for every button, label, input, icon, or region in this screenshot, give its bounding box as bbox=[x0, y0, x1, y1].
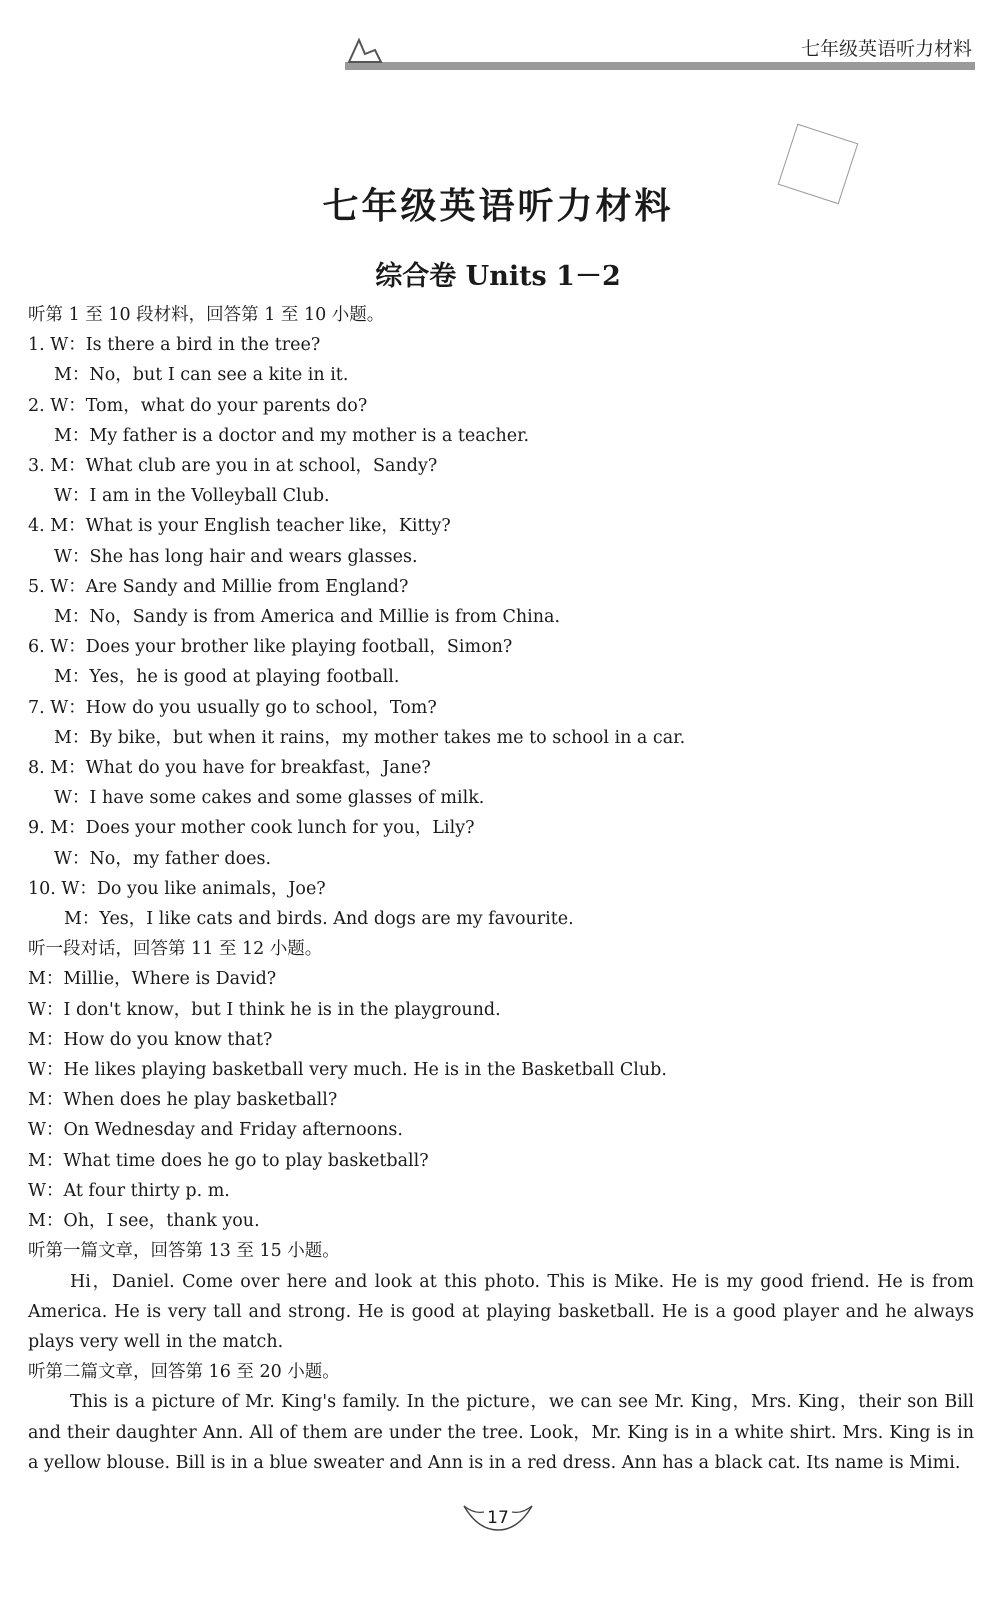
header-band bbox=[345, 62, 975, 70]
dialogue-question: 9. M：Does your mother cook lunch for you，Lily? bbox=[28, 818, 475, 839]
dialogue-answer: M：My father is a doctor and my mother is a teacher. bbox=[54, 425, 530, 446]
conversation-line: M：What time does he go to play basketball? bbox=[28, 1150, 429, 1171]
dialogue-answer: M：Yes，I like cats and birds. And dogs are my favourite. bbox=[64, 909, 574, 930]
conversation-line: M：Millie，Where is David? bbox=[28, 969, 277, 990]
dialogue-question: 4. M：What is your English teacher like，Kitty? bbox=[28, 516, 451, 537]
section-heading: 听第一篇文章，回答第 13 至 15 小题。 bbox=[28, 1241, 340, 1262]
dialogue-answer: M：No，but I can see a kite in it. bbox=[54, 365, 349, 386]
conversation-line: W：On Wednesday and Friday afternoons. bbox=[28, 1120, 403, 1141]
conversation-line: W：At four thirty p. m. bbox=[28, 1180, 230, 1201]
dialogue-answer: M：No，Sandy is from America and Millie is from China. bbox=[54, 607, 561, 628]
dialogue-question: 8. M：What do you have for breakfast，Jane? bbox=[28, 758, 431, 779]
conversation-line: W：He likes playing basketball very much. He is in the Basketball Club. bbox=[28, 1060, 667, 1081]
dialogue-question: 10. W：Do you like animals，Joe? bbox=[28, 878, 326, 899]
dialogue-answer: M：Yes，he is good at playing football. bbox=[54, 667, 400, 688]
dialogue-answer: W：I am in the Volleyball Club. bbox=[54, 486, 330, 507]
listening-content bbox=[28, 300, 974, 1478]
conversation-line: M：When does he play basketball? bbox=[28, 1090, 338, 1111]
page-title: 七年级英语听力材料 bbox=[322, 186, 674, 227]
passage-two: This is a picture of Mr. King's family. In the picture，we can see Mr. King，Mrs. King，their son Bill and their daughter Ann. All of them are under the tree. Look，Mr. King is in a white shirt. Mrs. King is in a yellow blouse. Bill is in a blue sweater and Ann is in a red dress. Ann has a black cat. Its name is Mimi. bbox=[28, 1392, 974, 1473]
conversation-line: W：I don't know，but I think he is in the playground. bbox=[28, 999, 501, 1020]
dialogue-answer: W：I have some cakes and some glasses of milk. bbox=[54, 788, 485, 809]
dialogue-question: 7. W：How do you usually go to school，Tom? bbox=[28, 697, 437, 718]
book-logo-icon bbox=[345, 34, 385, 66]
section-heading: 听第 1 至 10 段材料，回答第 1 至 10 小题。 bbox=[28, 305, 385, 325]
conversation-line: M：Oh，I see，thank you. bbox=[28, 1211, 260, 1232]
dialogue-question: 2. W：Tom，what do your parents do? bbox=[28, 395, 368, 416]
page-subtitle: 综合卷 Units 1－2 bbox=[375, 261, 621, 292]
dialogue-question: 5. W：Are Sandy and Millie from England? bbox=[28, 576, 409, 597]
dialogue-answer: W：No，my father does. bbox=[54, 848, 272, 869]
dialogue-answer: W：She has long hair and wears glasses. bbox=[54, 546, 418, 567]
dialogue-question: 3. M：What club are you in at school，Sandy? bbox=[28, 456, 438, 477]
page-number: 17 bbox=[487, 1508, 509, 1528]
dialogue-question: 1. W：Is there a bird in the tree? bbox=[28, 335, 321, 356]
section-heading: 听一段对话，回答第 11 至 12 小题。 bbox=[28, 939, 323, 960]
dialogue-answer: M：By bike，but when it rains，my mother takes me to school in a car. bbox=[54, 727, 686, 748]
passage-one: Hi，Daniel. Come over here and look at this photo. This is Mike. He is my good friend. He is from America. He is very tall and strong. He is good at playing basketball. He is a good player and he always plays very well in the match. bbox=[28, 1271, 974, 1352]
dialogue-question: 6. W：Does your brother like playing football，Simon? bbox=[28, 637, 513, 658]
header-label: 七年级英语听力材料 bbox=[800, 38, 972, 60]
conversation-line: M：How do you know that? bbox=[28, 1029, 273, 1050]
section-heading: 听第二篇文章，回答第 16 至 20 小题。 bbox=[28, 1362, 340, 1383]
